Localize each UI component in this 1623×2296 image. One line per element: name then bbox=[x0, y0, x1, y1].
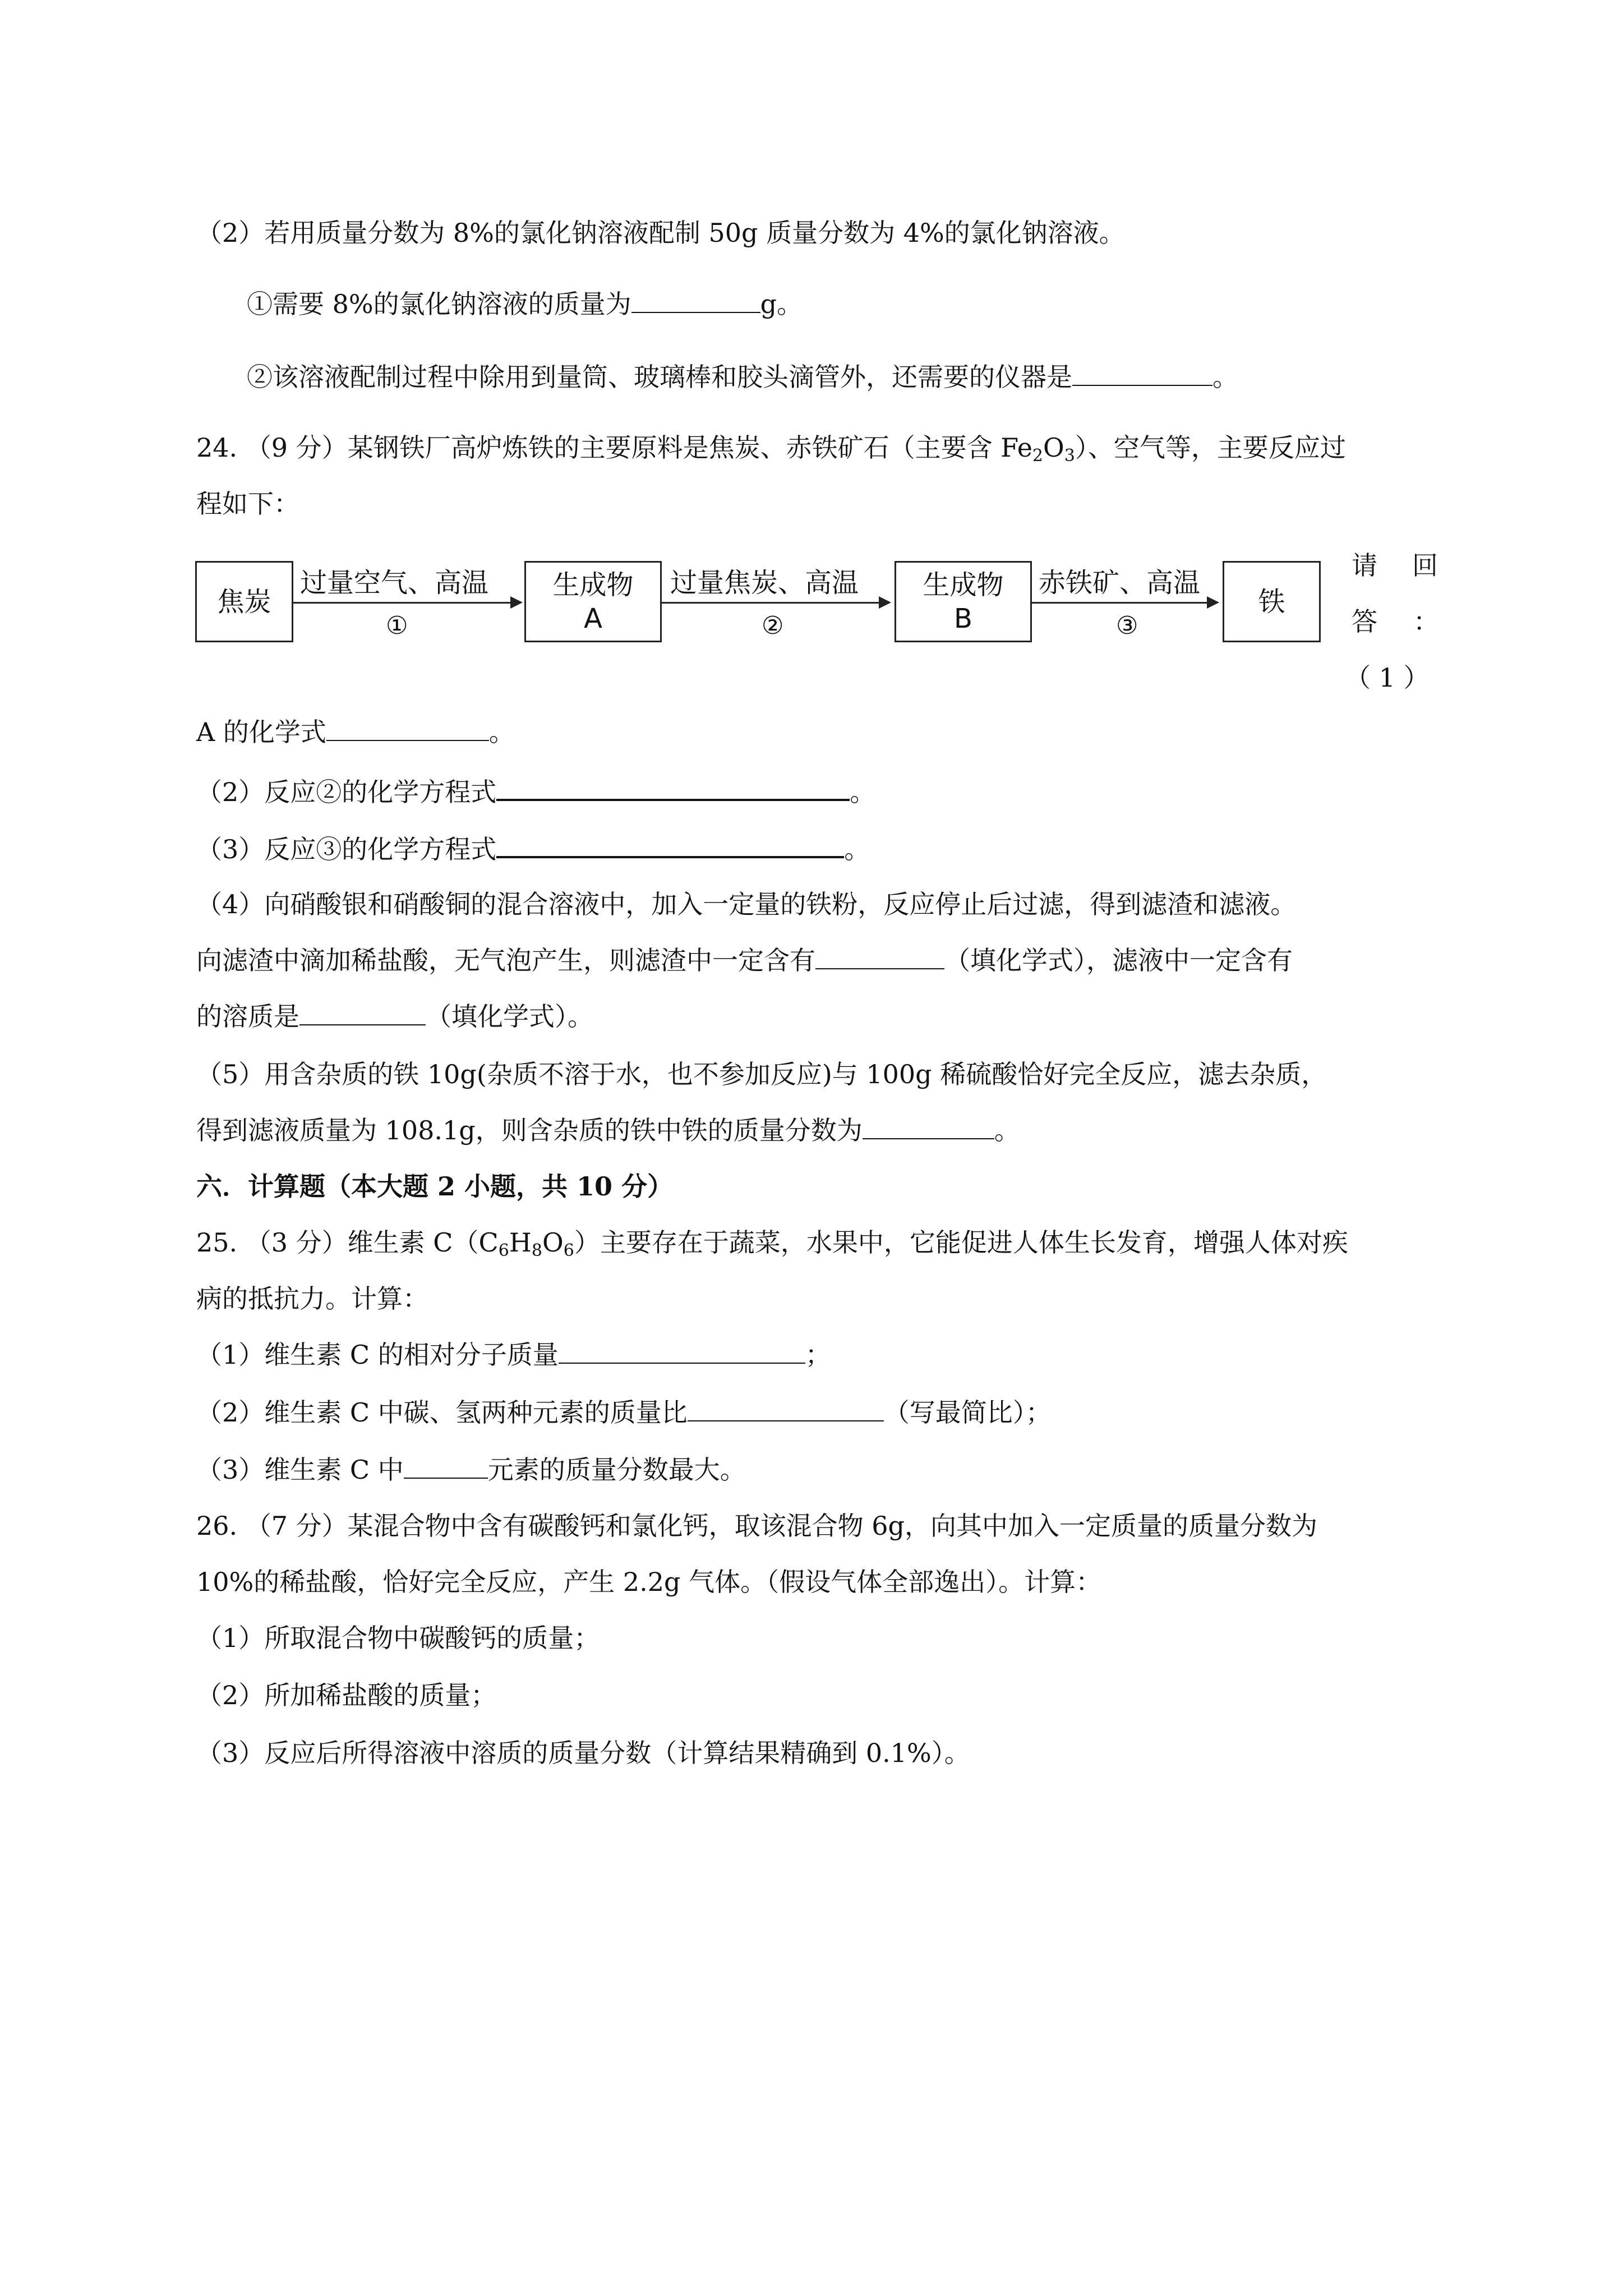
arrow-icon bbox=[293, 602, 520, 604]
q24-part4-line2: 向滤渣中滴加稀盐酸，无气泡产生，则滤渣中一定含有 （填化学式），滤液中一定含有 bbox=[196, 944, 1293, 977]
q24-part5-line1: （5）用含杂质的铁 10g(杂质不溶于水，也不参加反应)与 100g 稀硫酸恰好完全反应，滤去杂质， bbox=[196, 1059, 1327, 1089]
section-heading: 六．计算题（本大题 2 小题，共 10 分） bbox=[196, 1171, 674, 1202]
answer-blank[interactable] bbox=[299, 1000, 426, 1025]
q25-heading-line2: 病的抵抗力。计算： bbox=[196, 1283, 428, 1314]
flow-box-product-b: 生成物 B bbox=[895, 561, 1032, 642]
flow-box-product-a: 生成物 A bbox=[524, 561, 662, 642]
answer-blank[interactable] bbox=[559, 1338, 805, 1364]
q26-part3: （3）反应后所得溶液中溶质的质量分数（计算结果精确到 0.1%）。 bbox=[196, 1738, 970, 1768]
q26-part2: （2）所加稀盐酸的质量； bbox=[196, 1680, 497, 1710]
q24-heading-line1: 24. （9 分）某钢铁厂高炉炼铁的主要原料是焦炭、赤铁矿石（主要含 $Fe_2O_3$）、空气等，主要反应过 bbox=[196, 432, 1346, 466]
answer-blank[interactable] bbox=[404, 1453, 488, 1479]
flow-label-1: 过量空气、高温 bbox=[300, 567, 489, 599]
side-text-qing: 请 bbox=[1352, 550, 1377, 581]
answer-blank[interactable] bbox=[496, 831, 844, 858]
arrow-icon bbox=[662, 602, 889, 604]
arrow-icon bbox=[1032, 602, 1217, 604]
q24-part3: （3）反应③的化学方程式 。 bbox=[196, 831, 870, 866]
q24-part2: （2）反应②的化学方程式 。 bbox=[196, 774, 875, 809]
side-text-da: 答 bbox=[1352, 606, 1377, 637]
side-text-number: （ 1 ） bbox=[1345, 662, 1430, 693]
q24-part4-line1: （4）向硝酸银和硝酸铜的混合溶液中，加入一定量的铁粉，反应停止后过滤，得到滤渣和滤液。 bbox=[196, 889, 1297, 919]
q26-part1: （1）所取混合物中碳酸钙的质量； bbox=[196, 1623, 600, 1653]
answer-blank[interactable] bbox=[631, 287, 760, 313]
side-text-colon: ： bbox=[1413, 606, 1439, 637]
q23-part2: （2）若用质量分数为 8%的氯化钠溶液配制 50g 质量分数为 4%的氯化钠溶液。 bbox=[196, 218, 1125, 248]
answer-blank[interactable] bbox=[815, 944, 944, 969]
answer-blank[interactable] bbox=[496, 774, 850, 801]
flow-box-iron: 铁 bbox=[1223, 561, 1321, 642]
flow-label-2: 过量焦炭、高温 bbox=[670, 567, 859, 599]
q25-heading-line1: 25. （3 分）维生素 $C(C_6H_8O_6)$主要存在于蔬菜，水果中，它能促进人体生长发育，增强人体对疾 bbox=[196, 1227, 1348, 1260]
answer-blank[interactable] bbox=[1072, 360, 1212, 386]
flow-step-2: ② bbox=[762, 611, 784, 640]
q26-heading-line2: 10%的稀盐酸，恰好完全反应，产生 2.2g 气体。（假设气体全部逸出）。计算： bbox=[196, 1567, 1102, 1597]
q25-part1: （1）维生素 C 的相对分子质量 ； bbox=[196, 1338, 831, 1372]
q24-part5-line2: 得到滤液质量为 108.1g，则含杂质的铁中铁的质量分数为 。 bbox=[196, 1114, 1020, 1147]
flow-step-3: ③ bbox=[1116, 611, 1138, 640]
q26-heading-line1: 26. （7 分）某混合物中含有碳酸钙和氯化钙，取该混合物 6g，向其中加入一定质量的质量分数为 bbox=[196, 1511, 1318, 1541]
q23-sub2: ②该溶液配制过程中除用到量筒、玻璃棒和胶头滴管外，还需要的仪器是 。 bbox=[247, 360, 1238, 394]
q25-part2: （2）维生素 C 中碳、氢两种元素的质量比 （写最简比）； bbox=[196, 1396, 1052, 1429]
q24-part1: A 的化学式 。 bbox=[196, 715, 515, 749]
side-text-hui: 回 bbox=[1412, 550, 1438, 581]
flow-label-3: 赤铁矿、高温 bbox=[1039, 567, 1201, 599]
answer-blank[interactable] bbox=[688, 1396, 884, 1421]
q25-part3: （3）维生素 C 中 元素的质量分数最大。 bbox=[196, 1453, 746, 1487]
answer-blank[interactable] bbox=[863, 1114, 994, 1139]
flow-box-coke: 焦炭 bbox=[195, 561, 293, 642]
answer-blank[interactable] bbox=[326, 715, 489, 741]
q23-sub1: ①需要 8%的氯化钠溶液的质量为 g。 bbox=[247, 287, 803, 321]
flow-step-1: ① bbox=[386, 611, 408, 640]
q24-heading-line2: 程如下： bbox=[196, 489, 299, 519]
q24-part4-line3: 的溶质是 （填化学式）。 bbox=[196, 1000, 593, 1033]
